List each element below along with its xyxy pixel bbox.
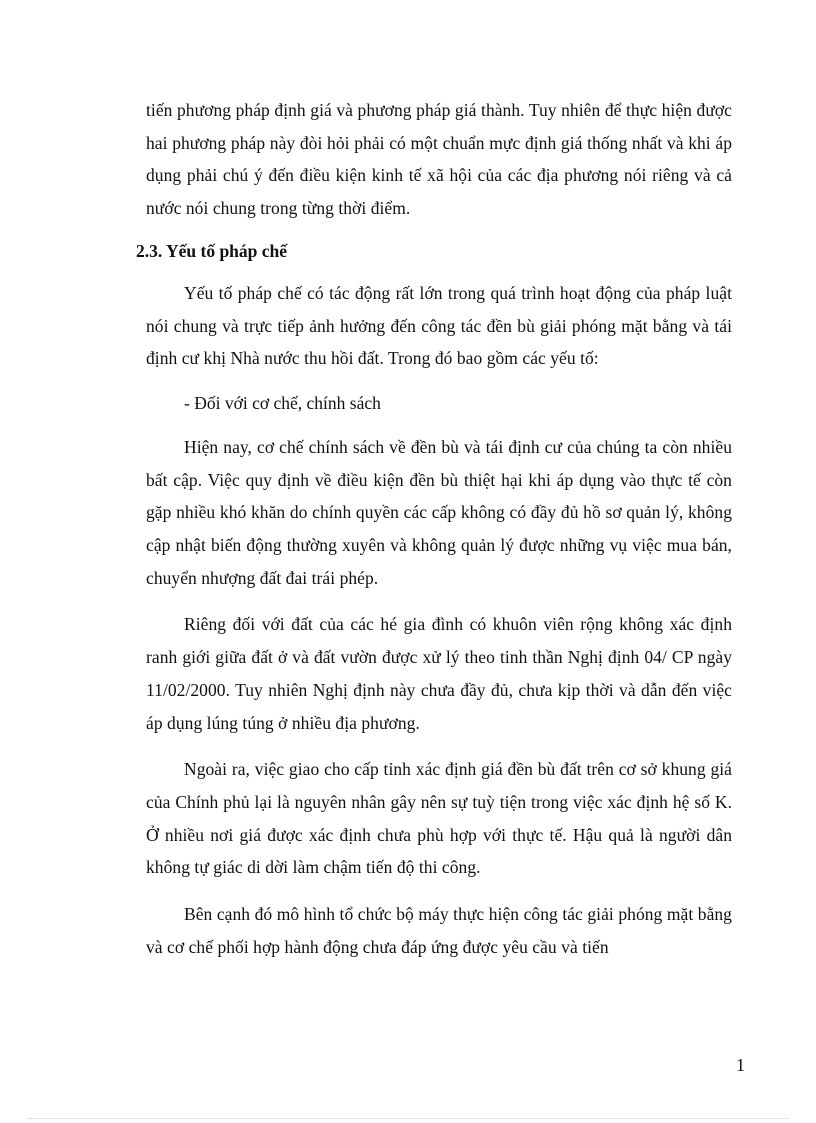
- paragraph-organization: Bên cạnh đó mô hình tổ chức bộ máy thực hiện công tác giải phóng mặt bằng và cơ chế phối hợp hành động chưa đáp ứng được yêu cầu và tiến: [146, 904, 732, 957]
- section-heading: 2.3. Yếu tố pháp chế: [136, 240, 288, 261]
- paragraph-legal-factor: Yếu tố pháp chế có tác động rất lớn trong quá trình hoạt động của pháp luật nói chung và trực tiếp ảnh hưởng đến công tác đền bù giải phóng mặt bằng và tái định cư khị Nhà nước thu hồi đất. Trong đó bao gồm các yếu tố:: [146, 282, 732, 369]
- page-number: 1: [736, 1055, 745, 1075]
- paragraph-policy: Hiện nay, cơ chế chính sách về đền bù và tái định cư của chúng ta còn nhiều bất cập. Việc quy định về điều kiện đền bù thiệt hại khi áp dụng vào thực tế còn gặp nhiều khó khăn do chính quyền các cấp không có đầy đủ hồ sơ quản lý, không cập nhật biến động thường xuyên và không quản lý được những vụ việc mua bán, chuyển nhượng đất đai trái phép.: [146, 436, 732, 588]
- paragraph-continuation: tiến phương pháp định giá và phương pháp giá thành. Tuy nhiên để thực hiện được hai phương pháp này đòi hỏi phải có một chuẩn mực định giá thống nhất và khi áp dụng phải chú ý đến điều kiện kinh tế xã hội của các địa phương nói riêng và cả nước nói chung trong từng thời điểm.: [146, 100, 732, 219]
- paragraph-household-land: Riêng đối với đất của các hé gia đình có khuôn viên rộng không xác định ranh giới giữa đất ở và đất vườn được xử lý theo tinh thần Nghị định 04/ CP ngày 11/02/2000. Tuy nhiên Nghị định này chưa đầy đủ, chưa kịp thời và dẫn đến việc áp dụng lúng túng ở nhiều địa phương.: [146, 614, 732, 733]
- page-body: [136, 94, 732, 963]
- paragraph-provincial-pricing: Ngoài ra, việc giao cho cấp tỉnh xác định giá đền bù đất trên cơ sở khung giá của Chính phủ lại là nguyên nhân gây nên sự tuỳ tiện trong việc xác định hệ số K. Ở nhiều nơi giá được xác định chưa phù hợp với thực tế. Hậu quả là người dân không tự giác di dời làm chậm tiến độ thi công.: [146, 759, 732, 878]
- sub-heading: - Đối với cơ chế, chính sách: [184, 392, 381, 413]
- page-bottom-divider: [28, 1118, 788, 1119]
